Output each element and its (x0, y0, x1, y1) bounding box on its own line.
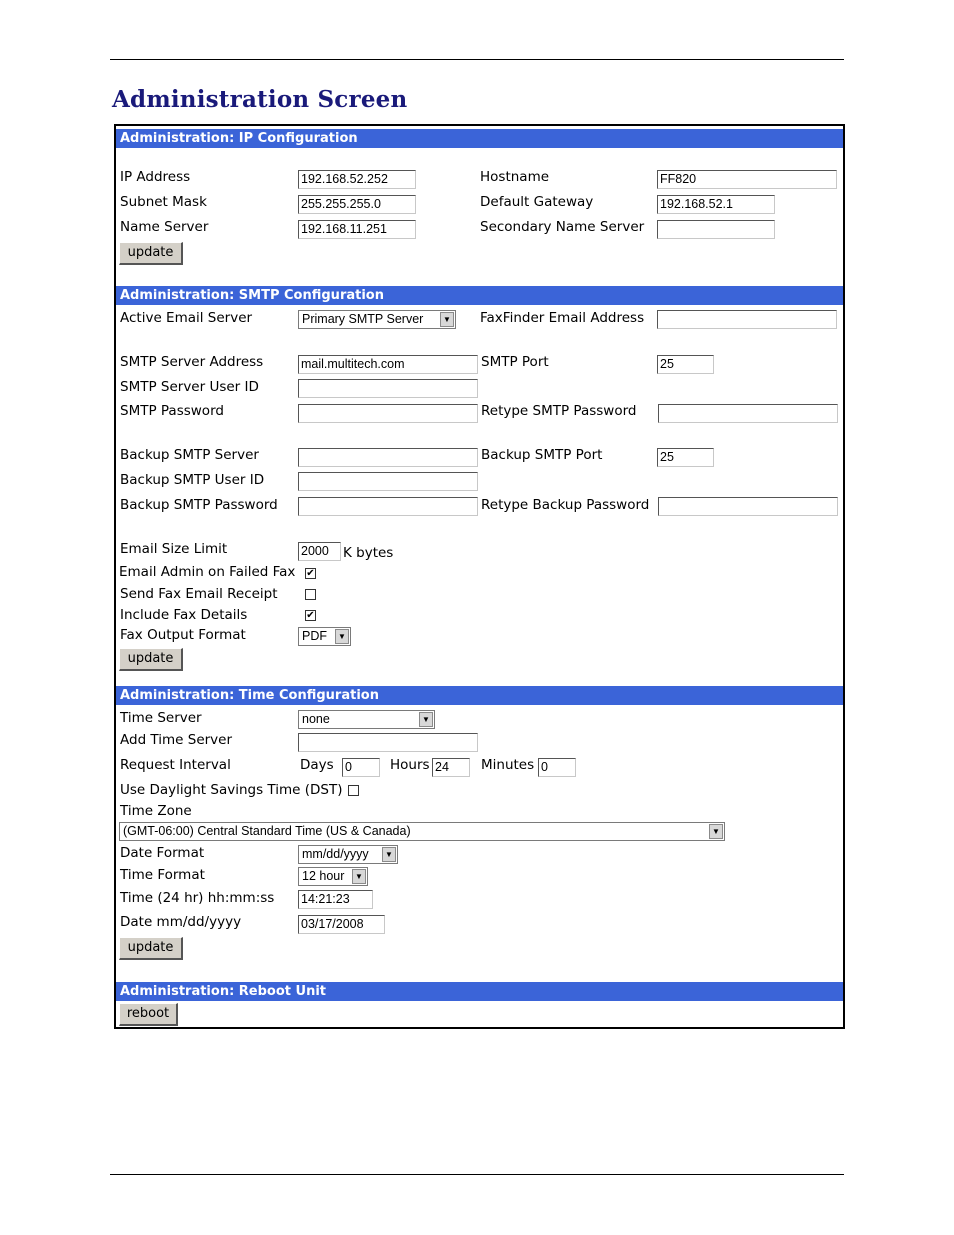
time-config-header: Administration: Time Configuration (116, 686, 843, 705)
backup-smtp-password-input[interactable] (298, 497, 478, 516)
smtp-port-label: SMTP Port (481, 354, 549, 370)
smtp-password-input[interactable] (298, 404, 478, 423)
backup-smtp-server-label: Backup SMTP Server (120, 447, 259, 463)
faxfinder-email-input[interactable] (657, 310, 837, 329)
time-zone-label: Time Zone (120, 803, 192, 819)
hours-input[interactable]: 24 (432, 758, 470, 777)
subnet-mask-input[interactable]: 255.255.255.0 (298, 195, 416, 214)
fax-output-format-label: Fax Output Format (120, 627, 246, 643)
dst-label: Use Daylight Savings Time (DST) (120, 782, 343, 798)
date-format-label: Date Format (120, 845, 205, 861)
chevron-down-icon: ▼ (335, 629, 349, 644)
email-admin-failed-fax-checkbox[interactable]: ✔ (306, 568, 315, 579)
smtp-user-id-label: SMTP Server User ID (120, 379, 259, 395)
smtp-update-button[interactable]: update (119, 648, 183, 671)
date-format-value: mm/dd/yyyy (302, 847, 369, 861)
time-update-button[interactable]: update (119, 937, 183, 960)
reboot-header: Administration: Reboot Unit (116, 982, 843, 1001)
backup-smtp-port-input[interactable]: 25 (657, 448, 714, 467)
smtp-server-address-input[interactable]: mail.multitech.com (298, 355, 478, 374)
backup-smtp-server-input[interactable] (298, 448, 478, 467)
active-email-server-select[interactable] (298, 310, 456, 329)
retype-backup-password-input[interactable] (658, 497, 838, 516)
administration-panel (114, 124, 845, 1029)
chevron-down-icon: ▼ (352, 869, 366, 884)
secondary-name-server-label: Secondary Name Server (480, 219, 645, 235)
email-size-limit-unit: K bytes (343, 545, 394, 561)
reboot-button[interactable]: reboot (119, 1003, 178, 1026)
minutes-label: Minutes (481, 757, 535, 773)
time-server-value: none (302, 712, 330, 726)
send-fax-email-receipt-checkbox[interactable] (305, 589, 316, 600)
fax-output-format-select[interactable] (298, 627, 351, 646)
include-fax-details-label: Include Fax Details (120, 607, 248, 623)
active-email-server-label: Active Email Server (120, 310, 253, 326)
hostname-input[interactable]: FF820 (657, 170, 837, 189)
time-format-label: Time Format (120, 867, 205, 883)
hostname-label: Hostname (480, 169, 550, 185)
days-label: Days (300, 757, 334, 773)
email-size-limit-label: Email Size Limit (120, 541, 228, 557)
subnet-mask-label: Subnet Mask (120, 194, 207, 210)
name-server-input[interactable]: 192.168.11.251 (298, 220, 416, 239)
retype-backup-password-label: Retype Backup Password (481, 497, 650, 513)
send-fax-email-receipt-label: Send Fax Email Receipt (120, 586, 278, 602)
date-value-label: Date mm/dd/yyyy (120, 914, 242, 930)
ip-config-header: Administration: IP Configuration (116, 129, 843, 148)
email-admin-failed-fax-label: Email Admin on Failed Fax (119, 564, 296, 580)
backup-smtp-port-label: Backup SMTP Port (481, 447, 603, 463)
bottom-rule (110, 1174, 844, 1175)
default-gateway-label: Default Gateway (480, 194, 594, 210)
minutes-input[interactable]: 0 (538, 758, 576, 777)
date-format-select[interactable] (298, 845, 398, 864)
time-zone-value: (GMT-06:00) Central Standard Time (US & Canada) (123, 824, 411, 838)
name-server-label: Name Server (120, 219, 209, 235)
default-gateway-input[interactable]: 192.168.52.1 (657, 195, 775, 214)
days-input[interactable]: 0 (342, 758, 380, 777)
time-value-label: Time (24 hr) hh:mm:ss (120, 890, 275, 906)
ip-update-button[interactable]: update (119, 242, 183, 265)
time-value-input[interactable]: 14:21:23 (298, 890, 373, 909)
time-format-select[interactable] (298, 867, 368, 886)
time-format-value: 12 hour (302, 869, 345, 883)
chevron-down-icon: ▼ (440, 312, 454, 327)
ip-address-input[interactable]: 192.168.52.252 (298, 170, 416, 189)
secondary-name-server-input[interactable] (657, 220, 775, 239)
page-title: Administration Screen (112, 86, 408, 113)
smtp-password-label: SMTP Password (120, 403, 224, 419)
smtp-user-id-input[interactable] (298, 379, 478, 398)
active-email-server-value: Primary SMTP Server (302, 312, 424, 326)
smtp-server-address-label: SMTP Server Address (120, 354, 264, 370)
backup-smtp-user-id-label: Backup SMTP User ID (120, 472, 265, 488)
time-zone-select[interactable] (119, 822, 725, 841)
chevron-down-icon: ▼ (419, 712, 433, 727)
add-time-server-input[interactable] (298, 733, 478, 752)
hours-label: Hours (390, 757, 430, 773)
chevron-down-icon: ▼ (382, 847, 396, 862)
retype-smtp-password-input[interactable] (658, 404, 838, 423)
backup-smtp-user-id-input[interactable] (298, 472, 478, 491)
ip-address-label: IP Address (120, 169, 191, 185)
request-interval-label: Request Interval (120, 757, 231, 773)
time-server-select[interactable] (298, 710, 435, 729)
dst-checkbox[interactable] (348, 785, 359, 796)
chevron-down-icon: ▼ (709, 824, 723, 839)
time-server-label: Time Server (120, 710, 202, 726)
retype-smtp-password-label: Retype SMTP Password (481, 403, 637, 419)
email-size-limit-input[interactable]: 2000 (298, 542, 341, 561)
date-value-input[interactable]: 03/17/2008 (298, 915, 385, 934)
fax-output-format-value: PDF (302, 629, 327, 643)
smtp-config-header: Administration: SMTP Configuration (116, 286, 843, 305)
faxfinder-email-label: FaxFinder Email Address (480, 310, 645, 326)
backup-smtp-password-label: Backup SMTP Password (120, 497, 278, 513)
top-rule (110, 59, 844, 60)
include-fax-details-checkbox[interactable]: ✔ (306, 610, 315, 621)
add-time-server-label: Add Time Server (120, 732, 233, 748)
smtp-port-input[interactable]: 25 (657, 355, 714, 374)
